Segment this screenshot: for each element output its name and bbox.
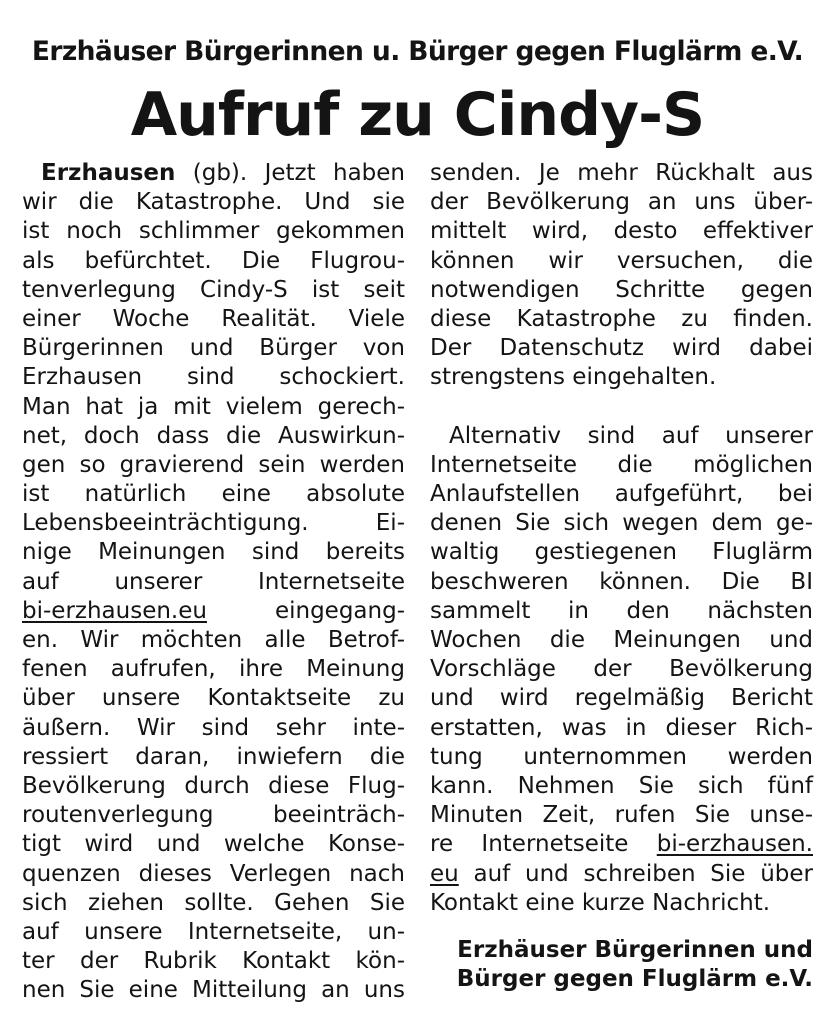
text-line: Anlaufstellen aufgeführt, bei bbox=[430, 481, 813, 508]
text-line: Man hat ja mit vielem gerech- bbox=[22, 393, 405, 420]
text-line: routenverlegung beeinträch- bbox=[22, 802, 405, 829]
dateline: Erzhausen bbox=[41, 160, 176, 186]
left-column bbox=[22, 159, 405, 1005]
website-link[interactable]: bi-erzhausen. bbox=[656, 831, 813, 858]
website-link[interactable]: bi-erzhausen.eu bbox=[22, 597, 207, 624]
text-line: net, doch dass die Auswirkun- bbox=[22, 422, 405, 449]
signature-line: Bürger gegen Fluglärm e.V. bbox=[456, 966, 813, 993]
text-line: ist natürlich eine absolute bbox=[22, 481, 405, 508]
text-line: können wir versuchen, die bbox=[430, 247, 813, 274]
text-line: äußern. Wir sind sehr inte- bbox=[22, 714, 405, 741]
text-line: waltig gestiegenen Fluglärm bbox=[430, 539, 813, 566]
text-line: und wird regelmäßig Bericht bbox=[430, 685, 813, 712]
text-line: wir die Katastrophe. Und sie bbox=[22, 189, 405, 216]
text-line: senden. Je mehr Rückhalt aus bbox=[430, 160, 813, 186]
text-line: mittelt wird, desto effektiver bbox=[430, 218, 813, 245]
text-line: Internetseite die möglichen bbox=[430, 451, 813, 478]
text-line: als befürchtet. Die Flugrou- bbox=[22, 247, 405, 274]
text-line: diese Katastrophe zu finden. bbox=[430, 305, 813, 332]
text-line: bi-erzhausen.eu eingegang- bbox=[22, 597, 405, 624]
text-line: auf unserer Internetseite bbox=[22, 568, 405, 595]
text-line: der Bevölkerung an uns über- bbox=[430, 189, 813, 216]
text-line: tenverlegung Cindy-S ist seit bbox=[22, 276, 405, 303]
text-line: Vorschläge der Bevölkerung bbox=[430, 656, 813, 683]
text-line: fenen aufrufen, ihre Meinung bbox=[22, 656, 405, 683]
signature bbox=[430, 936, 813, 994]
kicker: Erzhäuser Bürgerinnen u. Bürger gegen Fluglärm e.V. bbox=[31, 36, 804, 67]
text-line: Bevölkerung durch diese Flug- bbox=[22, 772, 405, 799]
text-line: Wochen die Meinungen und bbox=[430, 627, 813, 653]
text-line: strengstens eingehalten. bbox=[430, 364, 717, 391]
text-line: Alternativ sind auf unserer bbox=[449, 422, 813, 449]
text-line: Erzhausen sind schockiert. bbox=[22, 364, 405, 391]
text-line: einer Woche Realität. Viele bbox=[22, 305, 405, 332]
text-line: re Internetseite bi-erzhausen. bbox=[430, 831, 813, 858]
text-line: eu auf und schreiben Sie über bbox=[430, 860, 813, 887]
text-line: über unsere Kontaktseite zu bbox=[22, 685, 405, 712]
text-line: beschweren können. Die BI bbox=[430, 568, 813, 595]
text-line: Der Datenschutz wird dabei bbox=[430, 335, 813, 362]
text-line: Kontakt eine kurze Nachricht. bbox=[430, 889, 771, 916]
text-line: sammelt in den nächsten bbox=[430, 597, 813, 624]
text-line: ist noch schlimmer gekommen bbox=[22, 218, 405, 245]
right-column bbox=[430, 159, 813, 994]
text-line: erstatten, was in dieser Rich- bbox=[430, 714, 813, 741]
text-line: nige Meinungen sind bereits bbox=[22, 539, 405, 566]
text-line: tigt wird und welche Konse- bbox=[22, 831, 405, 858]
paragraph-gap bbox=[430, 393, 813, 422]
text-line: ter der Rubrik Kontakt kön- bbox=[22, 948, 405, 975]
text-line: en. Wir möchten alle Betrof- bbox=[22, 627, 405, 653]
text-line: Lebensbeeinträchtigung. Ei- bbox=[22, 510, 405, 537]
text-line: auf unsere Internetseite, un- bbox=[22, 918, 405, 945]
text-line: sich ziehen sollte. Gehen Sie bbox=[22, 889, 405, 916]
text-line: nen Sie eine Mitteilung an uns bbox=[22, 977, 405, 1004]
text-line: kann. Nehmen Sie sich fünf bbox=[430, 772, 813, 799]
text-line: Erzhausen (gb). Jetzt haben bbox=[41, 160, 405, 186]
text-line: tung unternommen werden bbox=[430, 743, 813, 770]
website-link-continued[interactable]: eu bbox=[430, 860, 459, 887]
text-line: quenzen dieses Verlegen nach bbox=[22, 860, 405, 887]
text-line: denen Sie sich wegen dem ge- bbox=[430, 510, 813, 537]
text-line: Minuten Zeit, rufen Sie unse- bbox=[430, 802, 813, 829]
text-line: notwendigen Schritte gegen bbox=[430, 276, 813, 303]
text-line: Bürgerinnen und Bürger von bbox=[22, 335, 405, 362]
text-line: gen so gravierend sein werden bbox=[22, 451, 405, 478]
headline: Aufruf zu Cindy-S bbox=[130, 80, 705, 150]
signature-line: Erzhäuser Bürgerinnen und bbox=[457, 936, 813, 963]
text-line: ressiert daran, inwiefern die bbox=[22, 743, 405, 770]
